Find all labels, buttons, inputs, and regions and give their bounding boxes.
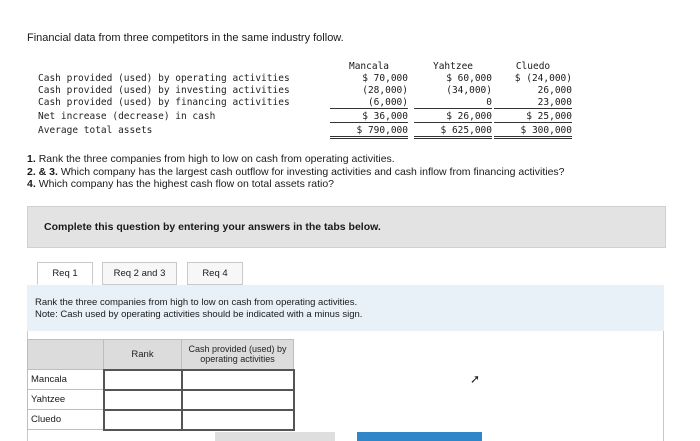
- cell: 23,000: [494, 97, 572, 109]
- company-header-yahtzee: Yahtzee: [432, 61, 474, 72]
- tab-req-1[interactable]: Req 1: [37, 262, 93, 285]
- question-number: 4.: [27, 178, 36, 190]
- cell: $ 60,000: [446, 73, 492, 84]
- cell: $ (24,000): [514, 73, 572, 84]
- row-label-operating: Cash provided (used) by operating activities: [38, 73, 290, 84]
- instructions-line-1: Rank the three companies from high to low on cash from operating activities.: [35, 297, 358, 308]
- cell: $ 300,000: [494, 125, 572, 139]
- panel-text: Complete this question by entering your answers in the tabs below.: [44, 221, 381, 233]
- cell: $ 790,000: [330, 125, 408, 139]
- table-row: [28, 370, 294, 390]
- question-1: [27, 153, 565, 166]
- intro-text: Financial data from three competitors in the same industry follow.: [27, 32, 344, 44]
- cell: $ 70,000: [362, 73, 408, 84]
- cell: 0: [414, 97, 492, 109]
- next-button[interactable]: [357, 432, 482, 441]
- question-number: 2. & 3.: [27, 165, 58, 178]
- question-number: 1.: [27, 153, 36, 165]
- instructions-text: [35, 297, 362, 320]
- question-2-3: [27, 166, 565, 179]
- instructions-line-2: Note: Cash used by operating activities should be indicated with a minus sign.: [35, 308, 363, 320]
- row-label-investing: Cash provided (used) by investing activities: [38, 85, 290, 96]
- prev-button[interactable]: [215, 432, 335, 441]
- row-label-net-increase: Net increase (decrease) in cash: [38, 111, 216, 122]
- cell: (28,000): [362, 85, 408, 96]
- cash-input-cluedo[interactable]: [182, 410, 294, 430]
- cell: $ 25,000: [494, 111, 572, 123]
- cell: 26,000: [537, 85, 572, 96]
- header-cash-operating: Cash provided (used) by operating activities: [182, 340, 294, 370]
- financial-data-table: [38, 60, 583, 140]
- question-text: Which company has the highest cash flow on total assets ratio?: [38, 178, 335, 190]
- answer-table: [27, 339, 295, 431]
- cell: (34,000): [446, 85, 492, 96]
- tab-req-4[interactable]: Req 4: [187, 262, 243, 285]
- table-row: [28, 410, 294, 430]
- cell: (6,000): [330, 97, 408, 109]
- question-4: [27, 178, 565, 191]
- header-empty: [28, 340, 104, 370]
- header-rank: Rank: [104, 340, 182, 370]
- row-label-yahtzee: Yahtzee: [28, 390, 104, 410]
- instruction-panel: [27, 206, 666, 248]
- company-header-mancala: Mancala: [348, 61, 390, 72]
- mouse-pointer-icon: ➚: [470, 372, 481, 386]
- row-label-financing: Cash provided (used) by financing activities: [38, 97, 290, 108]
- questions-list: [27, 153, 565, 191]
- question-text: Which company has the largest cash outflow for investing activities and cash inflow from financing activities?: [60, 165, 565, 178]
- requirement-instructions: [27, 285, 664, 331]
- table-row: [28, 390, 294, 410]
- cash-input-yahtzee[interactable]: [182, 390, 294, 410]
- row-label-mancala: Mancala: [28, 370, 104, 390]
- rank-input-mancala[interactable]: [104, 370, 182, 390]
- row-label-cluedo: Cluedo: [28, 410, 104, 430]
- rank-input-cluedo[interactable]: [104, 410, 182, 430]
- cell: $ 26,000: [414, 111, 492, 123]
- tab-req-2-and-3[interactable]: Req 2 and 3: [102, 262, 177, 285]
- cell: $ 36,000: [330, 111, 408, 123]
- cash-input-mancala[interactable]: [182, 370, 294, 390]
- row-label-average-assets: Average total assets: [38, 125, 153, 136]
- cell: $ 625,000: [414, 125, 492, 139]
- question-text: Rank the three companies from high to low on cash from operating activities.: [38, 153, 395, 165]
- rank-input-yahtzee[interactable]: [104, 390, 182, 410]
- company-header-cluedo: Cluedo: [515, 61, 551, 72]
